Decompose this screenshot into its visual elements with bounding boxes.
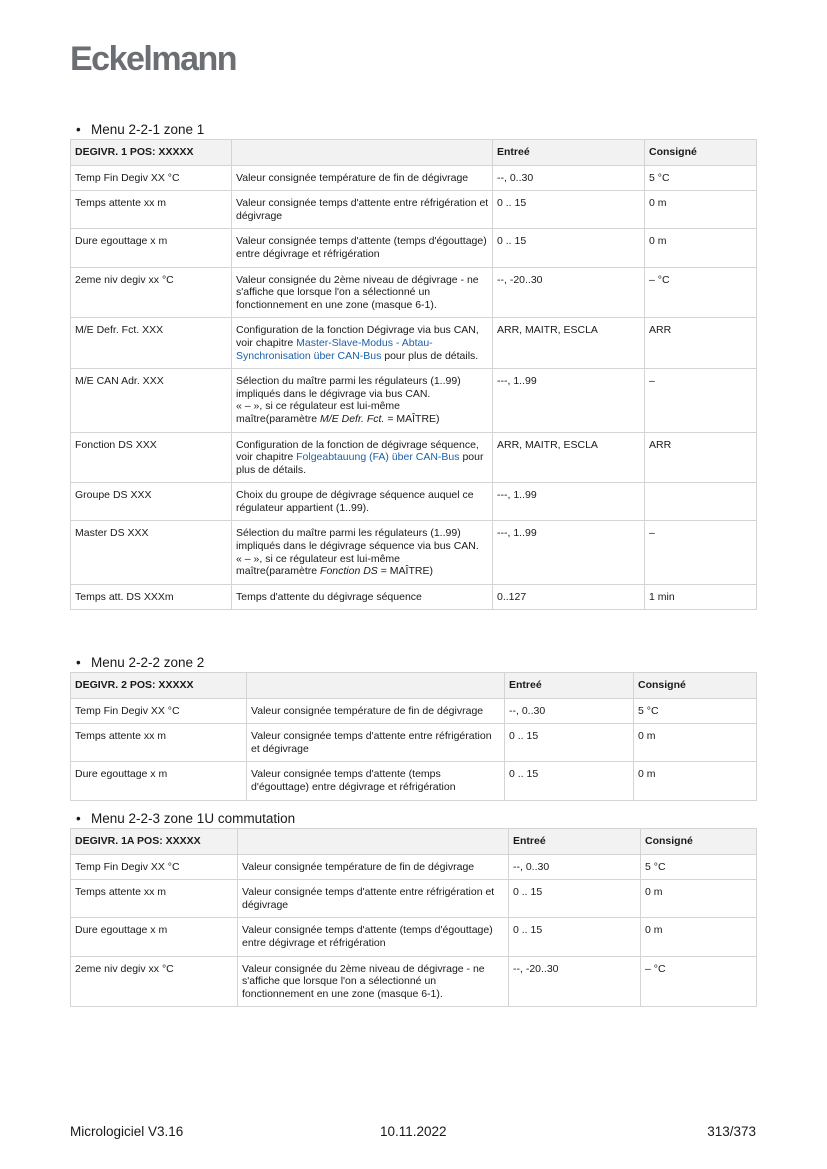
eckelmann-logo: Eckelmann (70, 40, 237, 78)
param-range: --, 0..30 (493, 165, 645, 191)
param-default: 5 °C (634, 698, 757, 724)
param-range: ---, 1..99 (493, 521, 645, 584)
param-description: Choix du groupe de dégivrage séquence auquel ce régulateur appartient (1..99). (232, 483, 493, 521)
param-range: 0 .. 15 (505, 762, 634, 800)
param-range: ARR, MAITR, ESCLA (493, 432, 645, 483)
section-title: • Menu 2-2-1 zone 1 (76, 122, 205, 137)
header-cell: Entreé (505, 673, 634, 699)
table-row (71, 483, 757, 521)
param-name: M/E Defr. Fct. XXX (71, 318, 232, 369)
param-name: Groupe DS XXX (71, 483, 232, 521)
param-description: Valeur consignée temps d'attente entre réfrigération et dégivrage (247, 724, 505, 762)
param-description: Valeur consignée du 2ème niveau de dégivrage - ne s'affiche que lorsque l'on a sélectionné un fonctionnement en une zone (masque 6-1). (232, 267, 493, 318)
table-row (71, 165, 757, 191)
param-name: Dure egouttage x m (71, 229, 232, 267)
param-range: --, -20..30 (493, 267, 645, 318)
section-zone-2 (70, 654, 756, 801)
param-default (645, 483, 757, 521)
param-name: Temps attente xx m (71, 191, 232, 229)
chapter-link[interactable]: Master-Slave-Modus - Abtau-Synchronisation über CAN-Bus (236, 336, 433, 362)
param-range: ---, 1..99 (493, 369, 645, 432)
param-range: 0..127 (493, 584, 645, 610)
table-row (71, 956, 757, 1007)
footer-firmware-version: Micrologiciel V3.16 (70, 1124, 184, 1139)
param-range: 0 .. 15 (505, 724, 634, 762)
param-name: 2eme niv degiv xx °C (71, 956, 238, 1007)
param-default: 0 m (645, 191, 757, 229)
header-cell: Entreé (493, 140, 645, 166)
param-range: --, 0..30 (505, 698, 634, 724)
header-cell: Consigné (634, 673, 757, 699)
table-row (71, 229, 757, 267)
param-range: 0 .. 15 (509, 918, 641, 956)
param-default: 1 min (645, 584, 757, 610)
param-range: --, 0..30 (509, 854, 641, 880)
bullet-icon: • (76, 655, 81, 670)
header-cell: DEGIVR. 1A POS: XXXXX (71, 829, 238, 855)
table-row (71, 854, 757, 880)
param-name: Temp Fin Degiv XX °C (71, 165, 232, 191)
param-range: ---, 1..99 (493, 483, 645, 521)
param-name: Temps attente xx m (71, 880, 238, 918)
param-name: Dure egouttage x m (71, 762, 247, 800)
table-row (71, 191, 757, 229)
param-name: Dure egouttage x m (71, 918, 238, 956)
header-cell (232, 140, 493, 166)
param-default: 5 °C (641, 854, 757, 880)
table-header-row (71, 140, 757, 166)
param-range: 0 .. 15 (493, 229, 645, 267)
table-header-row (71, 829, 757, 855)
section-zone-1 (70, 121, 756, 610)
param-description: Valeur consignée temps d'attente entre réfrigération et dégivrage (232, 191, 493, 229)
table-row (71, 369, 757, 432)
bullet-icon: • (76, 122, 81, 137)
param-default: – (645, 369, 757, 432)
param-default: ARR (645, 432, 757, 483)
param-description: Configuration de la fonction de dégivrage séquence, voir chapitre Folgeabtauung (FA) über CAN-Bus pour plus de détails. (232, 432, 493, 483)
table-row (71, 432, 757, 483)
param-description: Temps d'attente du dégivrage séquence (232, 584, 493, 610)
param-name: Fonction DS XXX (71, 432, 232, 483)
param-description: Valeur consignée température de fin de dégivrage (247, 698, 505, 724)
param-default: 0 m (634, 762, 757, 800)
param-default: – °C (645, 267, 757, 318)
param-name: Temp Fin Degiv XX °C (71, 698, 247, 724)
param-default: 0 m (645, 229, 757, 267)
param-description: Valeur consignée temps d'attente (temps d'égouttage) entre dégivrage et réfrigération (238, 918, 509, 956)
param-description: Valeur consignée temps d'attente (temps d'égouttage) entre dégivrage et réfrigération (232, 229, 493, 267)
param-name: M/E CAN Adr. XXX (71, 369, 232, 432)
table-row (71, 762, 757, 800)
table-row (71, 698, 757, 724)
param-name: Temp Fin Degiv XX °C (71, 854, 238, 880)
param-name: Temps attente xx m (71, 724, 247, 762)
parameter-table (70, 828, 757, 1007)
section-title: • Menu 2-2-2 zone 2 (76, 655, 205, 670)
param-range: 0 .. 15 (493, 191, 645, 229)
param-description: Valeur consignée temps d'attente (temps d'égouttage) entre dégivrage et réfrigération (247, 762, 505, 800)
footer-date: 10.11.2022 (380, 1124, 447, 1139)
param-description: Valeur consignée température de fin de dégivrage (232, 165, 493, 191)
table-row (71, 267, 757, 318)
param-description: Valeur consignée du 2ème niveau de dégivrage - ne s'affiche que lorsque l'on a sélectionné un fonctionnement en une zone (masque 6-1). (238, 956, 509, 1007)
header-cell: DEGIVR. 1 POS: XXXXX (71, 140, 232, 166)
header-cell: DEGIVR. 2 POS: XXXXX (71, 673, 247, 699)
param-name: Master DS XXX (71, 521, 232, 584)
param-description: Sélection du maître parmi les régulateurs (1..99) impliqués dans le dégivrage séquence via bus CAN. « – », si ce régulateur est lui-même maître(paramètre Fonction DS = MAÎTRE) (232, 521, 493, 584)
table-row (71, 521, 757, 584)
param-range: 0 .. 15 (509, 880, 641, 918)
table-row (71, 918, 757, 956)
header-cell: Consigné (645, 140, 757, 166)
param-range: --, -20..30 (509, 956, 641, 1007)
header-cell (238, 829, 509, 855)
param-name: Temps att. DS XXXm (71, 584, 232, 610)
table-header-row (71, 673, 757, 699)
param-description: Valeur consignée température de fin de dégivrage (238, 854, 509, 880)
table-row (71, 318, 757, 369)
param-name: 2eme niv degiv xx °C (71, 267, 232, 318)
param-default: 5 °C (645, 165, 757, 191)
param-default: ARR (645, 318, 757, 369)
chapter-link[interactable]: Folgeabtauung (FA) über CAN-Bus (296, 451, 460, 464)
parameter-table (70, 139, 757, 610)
param-description: Valeur consignée temps d'attente entre réfrigération et dégivrage (238, 880, 509, 918)
header-cell: Consigné (641, 829, 757, 855)
table-row (71, 880, 757, 918)
parameter-table (70, 672, 757, 801)
param-default: – °C (641, 956, 757, 1007)
param-default: 0 m (634, 724, 757, 762)
param-range: ARR, MAITR, ESCLA (493, 318, 645, 369)
param-default: 0 m (641, 918, 757, 956)
param-description: Configuration de la fonction Dégivrage via bus CAN, voir chapitre Master-Slave-Modus - Abtau-Synchronisation über CAN-Bus pour plus de détails. (232, 318, 493, 369)
bullet-icon: • (76, 811, 81, 826)
param-default: – (645, 521, 757, 584)
section-title: • Menu 2-2-3 zone 1U commutation (76, 811, 296, 826)
param-default: 0 m (641, 880, 757, 918)
table-row (71, 584, 757, 610)
table-row (71, 724, 757, 762)
header-cell (247, 673, 505, 699)
footer-page-number: 313/373 (707, 1124, 756, 1139)
section-zone-1u-commutation (70, 810, 756, 1007)
param-description: Sélection du maître parmi les régulateurs (1..99) impliqués dans le dégivrage via bus CAN. « – », si ce régulateur est lui-même maître(paramètre M/E Defr. Fct. = MAÎTRE) (232, 369, 493, 432)
header-cell: Entreé (509, 829, 641, 855)
